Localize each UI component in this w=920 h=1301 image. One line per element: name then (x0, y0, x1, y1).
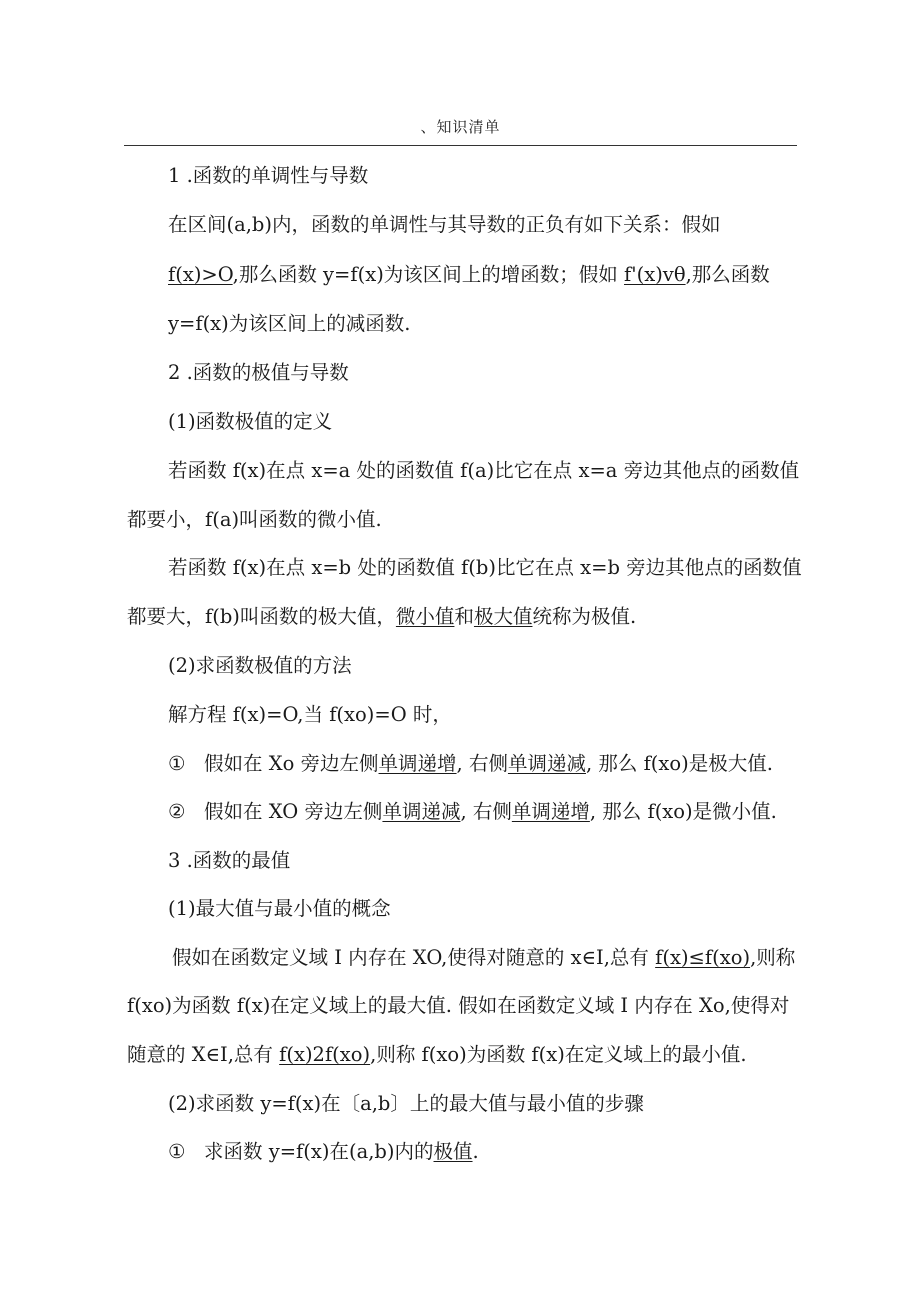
section-header: 、知识清单 (420, 118, 501, 136)
section-1-title: 1 .函数的单调性与导数 (168, 164, 369, 187)
underlined-term: 极大值 (473, 605, 533, 628)
s2-subtitle-1: (1)函数极值的定义 (168, 410, 333, 433)
underlined-term: 单调递增 (511, 800, 590, 823)
section-2-title: 2 .函数的极值与导数 (168, 361, 349, 384)
s1-para-line-1: 在区间(a,b)内，函数的单调性与其导数的正负有如下关系：假如 (168, 213, 721, 236)
s3-subtitle-1: (1)最大值与最小值的概念 (168, 897, 391, 920)
underlined-term: f(x)≤f(xo) (655, 946, 751, 969)
s2-para-2-line-1: 若函数 f(x)在点 x=b 处的函数值 f(b)比它在点 x=b 旁边其他点的函数值 (168, 556, 802, 579)
s3-step-1: ① 求函数 y=f(x)在(a,b)内的极值. (168, 1140, 479, 1163)
underlined-term: f(x)2f(xo) (279, 1043, 371, 1066)
section-3-title: 3 .函数的最值 (168, 849, 291, 872)
circled-number: ① (168, 752, 186, 775)
s3-subtitle-2: (2)求函数 y=f(x)在〔a,b〕上的最大值与最小值的步骤 (168, 1092, 644, 1115)
underlined-term: 单调递减 (382, 800, 461, 823)
s3-para-1-line-2: f(xo)为函数 f(x)在定义域上的最大值. 假如在函数定义域 I 内存在 Xo,使得对 (127, 994, 790, 1017)
s2-para-1-line-1: 若函数 f(x)在点 x=a 处的函数值 f(a)比它在点 x=a 旁边其他点的函数值 (168, 459, 800, 482)
s3-para-1-line-1: 假如在函数定义域 I 内存在 XO,使得对随意的 x∈I,总有 f(x)≤f(xo),则称 (172, 946, 796, 969)
circled-number: ② (168, 800, 186, 823)
s2-case-2: ② 假如在 XO 旁边左侧单调递减, 右侧单调递增, 那么 f(xo)是微小值. (168, 800, 777, 823)
s2-subtitle-2: (2)求函数极值的方法 (168, 654, 352, 677)
s1-para-line-2: f(x)>O,那么函数 y=f(x)为该区间上的增函数；假如 f'(x)vθ,那么函数 (168, 263, 770, 286)
s2-para-1-line-2: 都要小，f(a)叫函数的微小值. (127, 508, 382, 531)
s2-para-2-line-2: 都要大，f(b)叫函数的极大值，微小值和极大值统称为极值. (127, 605, 637, 628)
underlined-term: 单调递减 (507, 752, 586, 775)
s1-para-line-3: y=f(x)为该区间上的减函数. (168, 312, 411, 335)
underlined-term: 极值 (433, 1140, 473, 1163)
circled-number: ① (168, 1140, 186, 1163)
underlined-term: f'(x)vθ (624, 263, 686, 286)
underlined-term: 单调递增 (378, 752, 457, 775)
s2-case-1: ① 假如在 Xo 旁边左侧单调递增, 右侧单调递减, 那么 f(xo)是极大值. (168, 752, 773, 775)
underlined-term: 微小值 (395, 605, 455, 628)
header-rule (124, 145, 797, 146)
s2-para-3: 解方程 f(x)=O,当 f(xo)=O 时， (168, 703, 452, 726)
s3-para-1-line-3: 随意的 X∈I,总有 f(x)2f(xo),则称 f(xo)为函数 f(x)在定义域上的最小值. (127, 1043, 747, 1066)
underlined-term: f(x)>O (168, 263, 233, 286)
